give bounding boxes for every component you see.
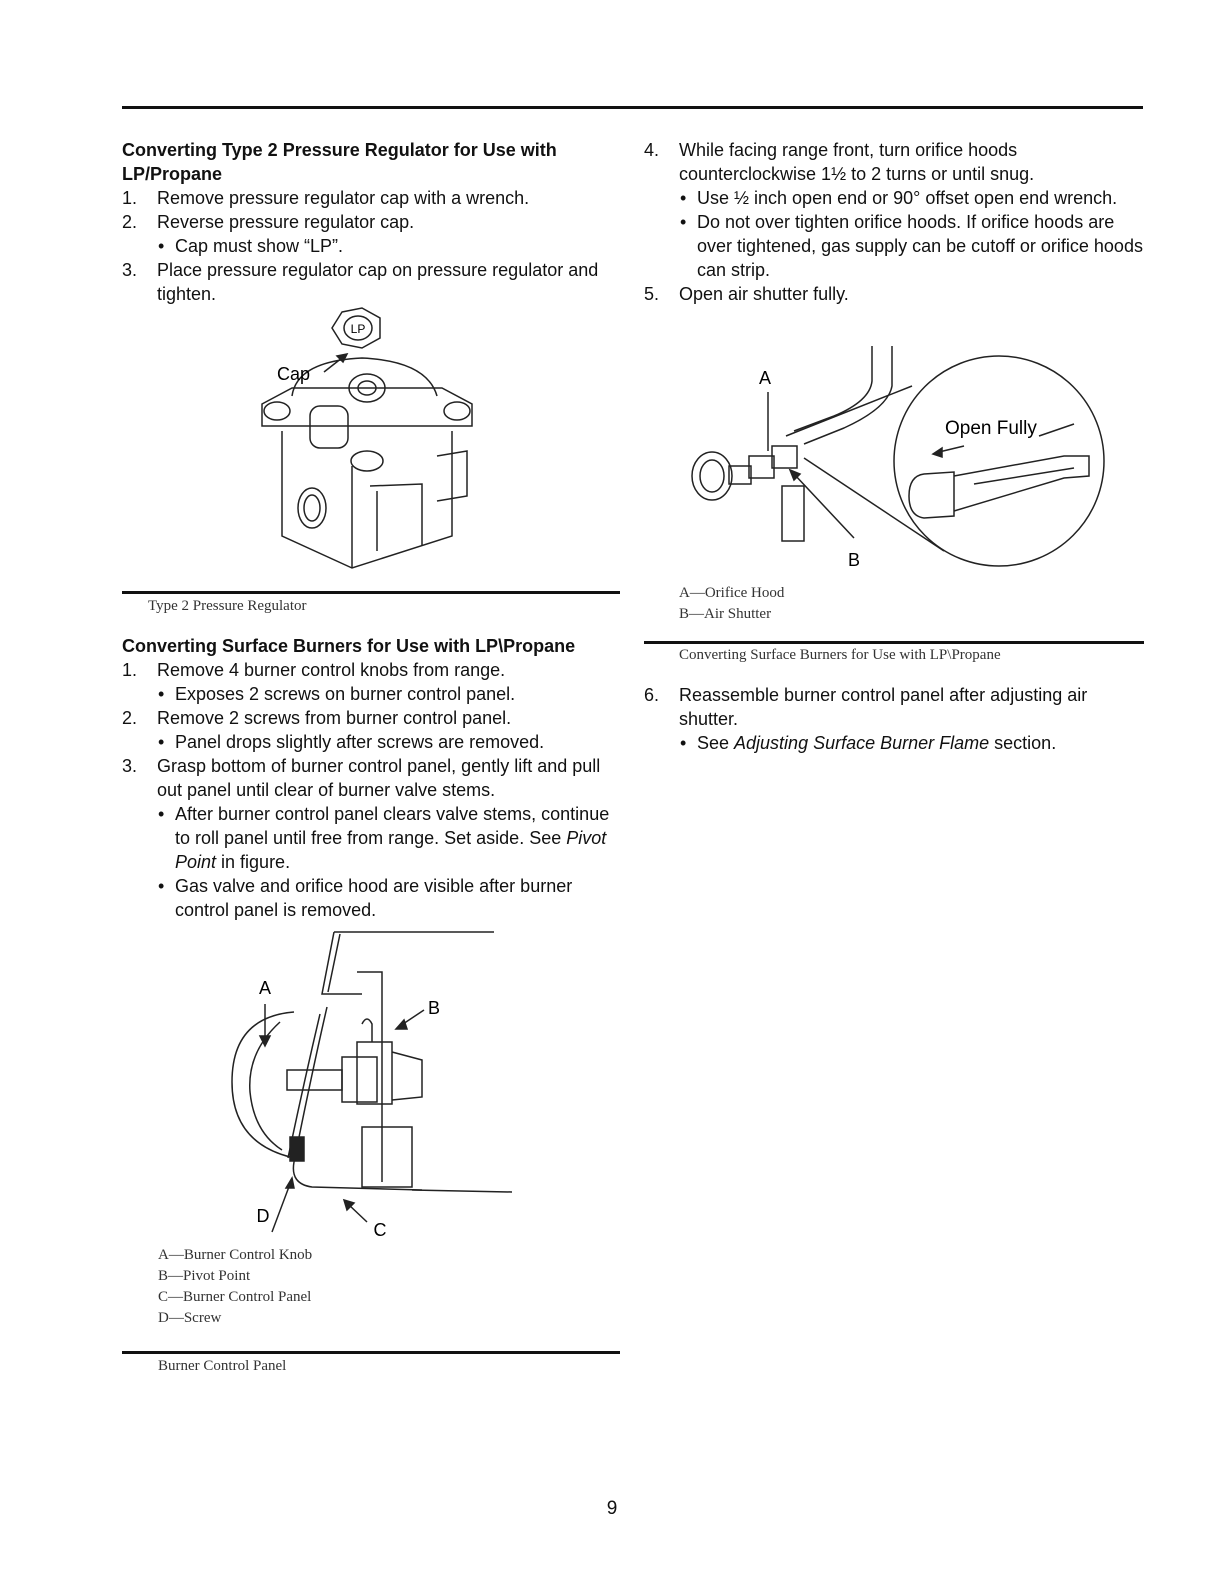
step-number: 1. — [122, 660, 138, 680]
right-column — [644, 138, 1144, 755]
step-number: 4. — [644, 140, 660, 160]
step-text: Grasp bottom of burner control panel, gently lift and pull out panel until clear of burner valve stems. — [157, 756, 601, 800]
bullet-item: • Panel drops slightly after screws are removed. — [122, 730, 620, 754]
step-text: Reassemble burner control panel after adjusting air shutter. — [679, 685, 1088, 729]
step-number: 1. — [122, 188, 138, 208]
step-item — [644, 282, 1144, 306]
bullet-emphasis: Pivot Point — [175, 828, 607, 872]
air-shutter-illustration — [644, 306, 1144, 591]
bullet-item: • Do not over tighten orifice hoods. If orifice hoods are over tightened, gas supply can be cutoff or orifice hoods can strip. — [644, 210, 1144, 282]
bullet-text: section. — [989, 733, 1057, 753]
caption-rule — [122, 591, 620, 594]
bullet-emphasis: Adjusting Surface Burner Flame — [734, 733, 990, 753]
bullet-text: After burner control panel clears valve stems, continue to roll panel until free from range. Set aside. See — [175, 804, 610, 848]
step-text: Place pressure regulator cap on pressure regulator and tighten. — [157, 260, 599, 304]
bullet-text: See — [697, 733, 735, 753]
cap-lp-text: LP — [350, 322, 366, 336]
step-item — [644, 683, 1144, 731]
legend-item: D—Screw — [158, 1310, 222, 1326]
step-number: 6. — [644, 685, 660, 705]
burner-panel-illustration — [122, 922, 620, 1247]
air-shutter-figure — [644, 306, 1144, 591]
section-heading-regulator: Converting Type 2 Pressure Regulator for Use with LP/Propane — [122, 140, 557, 184]
bullet-item — [122, 802, 620, 874]
label-b: B — [847, 550, 861, 570]
bullet-item: • Exposes 2 screws on burner control panel. — [122, 682, 620, 706]
bullet-item: • Cap must show “LP”. — [122, 234, 620, 258]
step-item — [644, 138, 1144, 186]
burner-panel-figure — [122, 922, 620, 1247]
regulator-illustration — [122, 306, 620, 591]
label-d: D — [256, 1206, 270, 1226]
figure-caption: Converting Surface Burners for Use with LP\Propane — [679, 647, 1001, 663]
step-text: Reverse pressure regulator cap. — [157, 212, 415, 232]
cap-label: Cap — [277, 364, 311, 384]
section-heading-burners: Converting Surface Burners for Use with LP\Propane — [122, 636, 576, 656]
legend-item: B—Air Shutter — [679, 606, 772, 622]
step-item — [122, 658, 620, 682]
bullet-item: • Use ½ inch open end or 90° offset open end wrench. — [644, 186, 1144, 210]
legend-item: B—Pivot Point — [158, 1268, 251, 1284]
step-number: 3. — [122, 260, 138, 280]
step-item — [122, 754, 620, 802]
top-rule — [122, 106, 1143, 109]
bullet-text: in figure. — [216, 852, 291, 872]
legend-item: C—Burner Control Panel — [158, 1289, 312, 1305]
step-item — [122, 186, 620, 210]
legend-item: A—Orifice Hood — [679, 585, 785, 601]
figure-caption: Burner Control Panel — [158, 1358, 287, 1374]
left-column — [122, 138, 620, 1376]
step-item — [122, 258, 620, 306]
step-text: Remove pressure regulator cap with a wrench. — [157, 188, 530, 208]
step-item — [122, 210, 620, 234]
legend-item: A—Burner Control Knob — [158, 1247, 313, 1263]
label-a: A — [758, 368, 772, 388]
bullet-item — [644, 731, 1144, 755]
step-number: 2. — [122, 212, 138, 232]
label-b: B — [427, 998, 441, 1018]
caption-rule — [122, 1351, 620, 1354]
page-number: 9 — [606, 1498, 618, 1519]
figure-caption: Type 2 Pressure Regulator — [148, 598, 307, 614]
step-number: 2. — [122, 708, 138, 728]
step-text: Open air shutter fully. — [679, 284, 849, 304]
label-c: C — [373, 1220, 387, 1240]
regulator-figure — [122, 306, 620, 591]
bullet-item: • Gas valve and orifice hood are visible after burner control panel is removed. — [122, 874, 620, 922]
step-number: 3. — [122, 756, 138, 776]
step-number: 5. — [644, 284, 660, 304]
caption-rule — [644, 641, 1144, 644]
open-fully-label: Open Fully — [945, 418, 1037, 439]
step-text: While facing range front, turn orifice hoods counterclockwise 1½ to 2 turns or until snug. — [679, 140, 1035, 184]
step-text: Remove 2 screws from burner control panel. — [157, 708, 512, 728]
step-text: Remove 4 burner control knobs from range. — [157, 660, 506, 680]
step-item — [122, 706, 620, 730]
label-a: A — [258, 978, 272, 998]
